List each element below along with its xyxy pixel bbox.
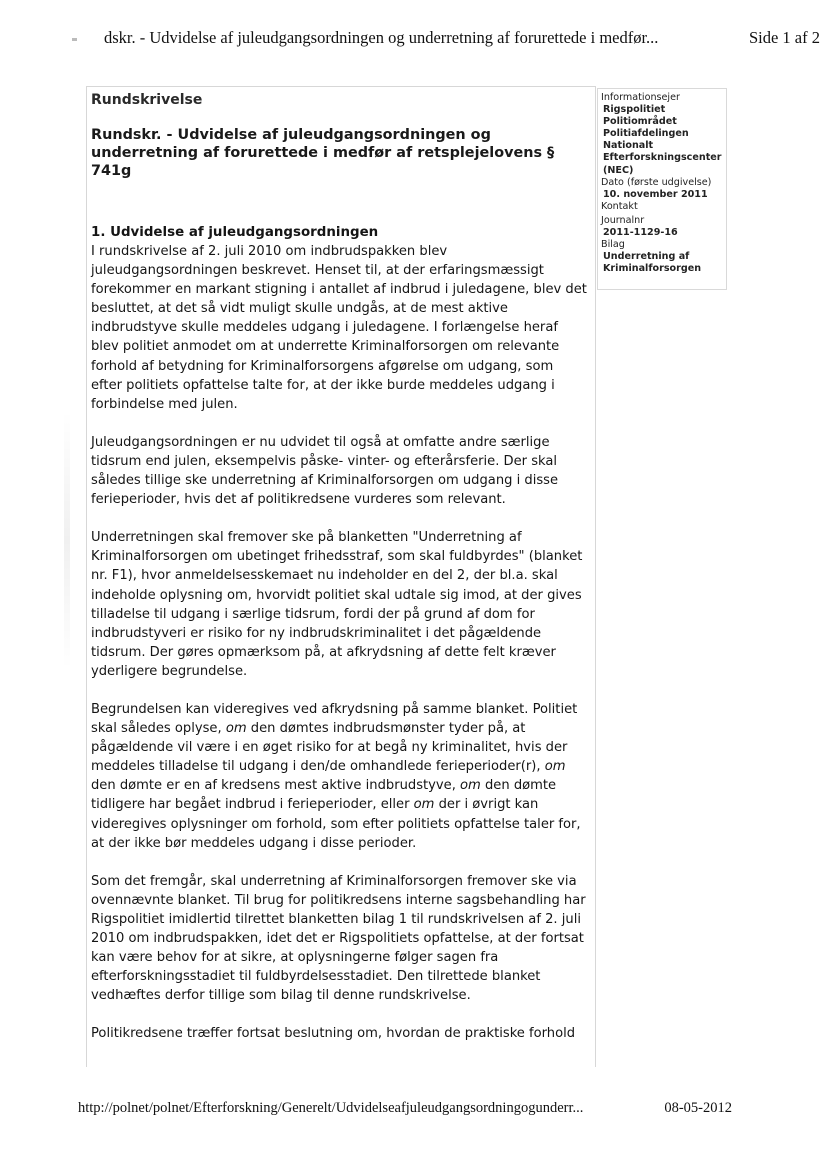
print-date: 08-05-2012 [664,1100,732,1116]
paragraph-2: Juleudgangsordningen er nu udvidet til også at omfatte andre særlige tidsrum end julen, eksempelvis påske- vinter- og efterårsferie. Der skal således tillige ske underretning af Kriminalforsorgen om udgang i disse ferieperioder, hvis det af politikredsene vurderes som relevant. [91,434,559,508]
paragraph-3: Underretningen skal fremover ske på blanketten "Underretning af Kriminalforsorgen om ubetinget frihedsstraf, som skal fuldbyrdes" (blanket nr. F1), hvor anmeldelsesskemaet nu indeholder en del 2, der bl.a. skal indeholde oplysning om, hvorvidt politiet skal udtale sig imod, at der gives tilladelse til udgang i særlige tidsrum, fordi der på grund af dom for indbrudstyveri er risiko for ny indbrudskriminalitet i det pågældende tidsrum. Der gøres opmærksom på, at afkrydsning af dette felt kræver yderligere begrundelse. [91,530,583,679]
attachment-label: Bilag [601,239,625,251]
info-owner-line: Nationalt [603,140,654,152]
page-url: http://polnet/polnet/Efterforskning/Generelt/Udvidelseafjuleudgangsordningogunderr... [78,1100,584,1116]
document-body [91,223,587,1062]
paragraph-4-text: den dømte tidligere har begået indbrud i ferieperioder, eller [91,778,557,813]
attachment-link[interactable]: Underretning af [603,251,690,263]
scan-shadow [64,410,70,670]
print-header-title: dskr. - Udvidelse af juleudgangsordningen og underretning af forurettede i medfør... [104,28,659,47]
info-owner-line: Efterforskningscenter [603,152,722,164]
paragraph-4-text: den dømte er en af kredsens mest aktive indbrudstyve, [91,778,461,794]
scan-artifact [72,38,77,41]
paragraph-1: I rundskrivelse af 2. juli 2010 om indbrudspakken blev juleudgangsordningen beskrevet. Henset til, at der erfaringsmæssigt forekommer en markant stigning i antallet af indbrud i juledagene, blev det besluttet, at det så vidt muligt skulle undgås, at de mest aktive indbrudstyve skulle meddeles udgang i juledagene. I forlængelse heraf blev politiet anmodet om at underrette Kriminalforsorgen om relevante forhold af betydning for Kriminalforsorgens afgørelse om udgang, som efter politiets opfattelse talte for, at der ikke burde meddeles udgang i forbindelse med julen. [91,244,587,412]
journal-label: Journalnr [601,214,645,226]
paragraph-6: Politikredsene træffer fortsat beslutning om, hvordan de praktiske forhold [91,1026,576,1042]
section-heading: 1. Udvidelse af juleudgangsordningen [91,225,379,240]
document-type-label: Rundskrivelse [91,92,203,108]
print-footer [78,1100,738,1117]
document-title: Rundskr. - Udvidelse af juleudgangsordningen og underretning af forurettede i medfør af retsplejelovens § 741g [91,127,555,179]
metadata-sidebar [597,88,727,290]
contact-label: Kontakt [601,200,638,212]
info-owner-line: Rigspolitiet [603,104,666,116]
emphasis-om: om [544,759,566,775]
paragraph-5: Som det fremgår, skal underretning af Kriminalforsorgen fremover ske via ovennævnte blanket. Til brug for politikredsens interne sagsbehandling har Rigspolitiet imidlertid tilrettet blanketten bilag 1 til rundskrivelsen af 2. juli 2010 om indbrudspakken, idet det er Rigspolitiets opfattelse, at der fortsat kan være behov for at sikre, at oplysningerne følger sagen fra efterforskningsstadiet til fuldbyrdelsesstadiet. Den tilrettede blanket vedhæftes derfor tillige som bilag til denne rundskrivelse. [91,873,586,1004]
date-label: Dato (første udgivelse) [601,176,712,188]
paragraph-4-text: den dømtes indbrudsmønster tyder på, at pågældende vil være i en øget risiko for at begå ny kriminalitet, hvis der meddeles tilladelse til udgang i den/de omhandlede ferieperioder(r), [91,721,568,775]
attachment-link[interactable]: Kriminalforsorgen [603,263,702,275]
info-owner-line: Politiafdelingen [603,128,689,140]
emphasis-om: om [225,721,247,737]
paragraph-4 [91,700,587,853]
paragraph-4-text: der i øvrigt kan videregives oplysninger om forhold, som efter politiets opfattelse taler for, at der ikke bør meddeles udgang i disse perioder. [91,797,581,851]
date-value: 10. november 2011 [603,188,708,200]
info-owner-label: Informationsejer [601,92,680,103]
page-number: Side 1 af 2 [748,28,820,47]
paragraph-4-text: Begrundelsen kan videregives ved afkrydsning på samme blanket. Politiet skal således oplyse, [91,701,578,737]
print-header [104,28,820,48]
info-owner-line: Politiområdet [603,116,677,128]
journal-value: 2011-1129-16 [603,227,678,239]
info-owner-line: (NEC) [603,164,634,176]
emphasis-om: om [413,797,435,813]
emphasis-om: om [460,778,481,794]
